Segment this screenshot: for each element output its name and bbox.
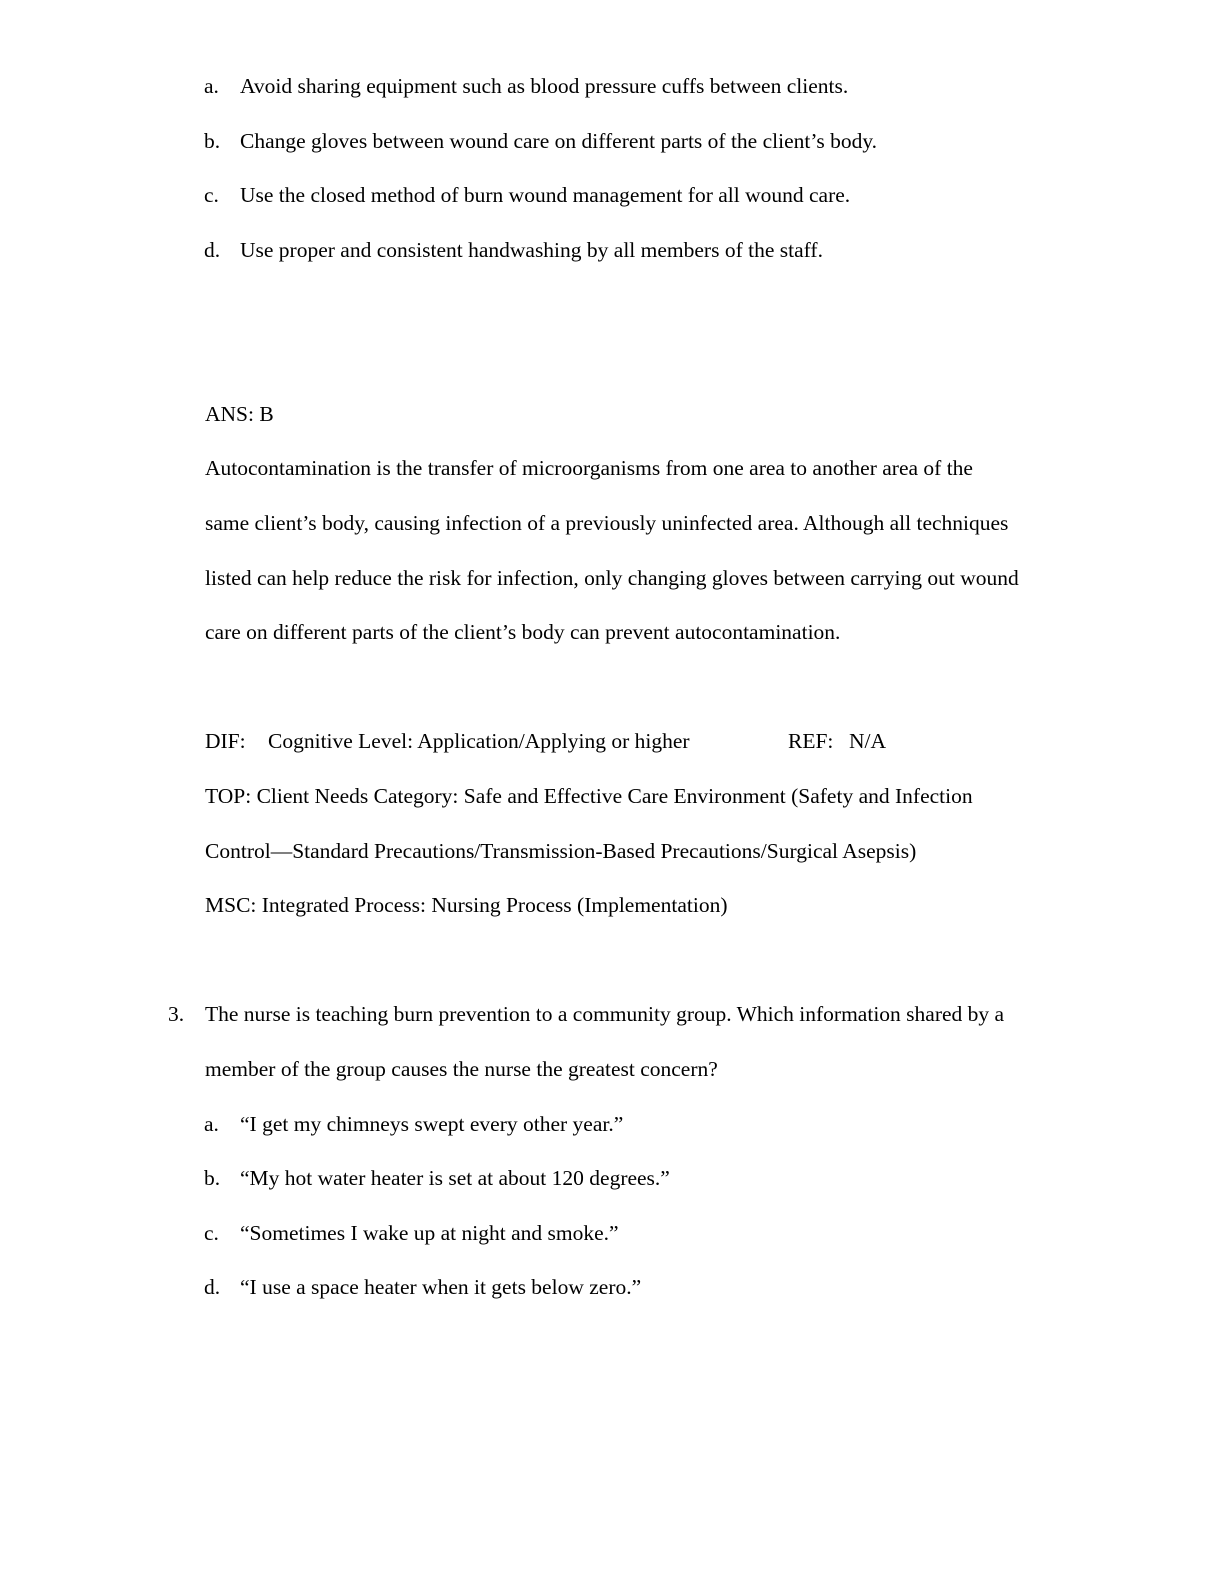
rationale-line: listed can help reduce the risk for infection, only changing gloves between carrying out wound — [205, 566, 1019, 590]
top-line-continued: Control—Standard Precautions/Transmission-Based Precautions/Surgical Asepsis) — [205, 839, 917, 863]
dif-ref-line — [205, 731, 905, 753]
rationale-line: care on different parts of the client’s body can prevent autocontamination. — [205, 620, 841, 644]
option-letter: d. — [204, 1275, 221, 1299]
option-letter: d. — [204, 238, 221, 262]
option-letter: b. — [204, 129, 221, 153]
question-number: 3. — [168, 1002, 185, 1026]
option-letter: c. — [204, 183, 219, 207]
option-letter: b. — [204, 1166, 221, 1190]
option-text: “My hot water heater is set at about 120 degrees.” — [240, 1166, 670, 1190]
question-stem-line: The nurse is teaching burn prevention to a community group. Which information shared by a — [205, 1002, 1005, 1026]
option-text: “Sometimes I wake up at night and smoke.” — [240, 1221, 619, 1245]
rationale-line: same client’s body, causing infection of a previously uninfected area. Although all techniques — [205, 511, 1009, 535]
msc-line: MSC: Integrated Process: Nursing Process (Implementation) — [205, 893, 728, 917]
option-text: Avoid sharing equipment such as blood pressure cuffs between clients. — [240, 74, 849, 98]
top-line: TOP: Client Needs Category: Safe and Effective Care Environment (Safety and Infection — [205, 784, 973, 808]
dif-label: DIF: — [205, 729, 246, 753]
rationale-line: Autocontamination is the transfer of microorganisms from one area to another area of the — [205, 456, 973, 480]
option-text: “I get my chimneys swept every other year.” — [240, 1112, 624, 1136]
answer-line: ANS: B — [205, 402, 274, 426]
ref-value: N/A — [849, 729, 887, 753]
option-text: Change gloves between wound care on different parts of the client’s body. — [240, 129, 878, 153]
ref-label: REF: — [788, 729, 834, 753]
option-letter: a. — [204, 1112, 219, 1136]
option-text: Use the closed method of burn wound management for all wound care. — [240, 183, 851, 207]
dif-value: Cognitive Level: Application/Applying or higher — [268, 729, 690, 753]
question-stem-line: member of the group causes the nurse the greatest concern? — [205, 1057, 718, 1081]
option-text: “I use a space heater when it gets below zero.” — [240, 1275, 642, 1299]
option-letter: a. — [204, 74, 219, 98]
option-letter: c. — [204, 1221, 219, 1245]
option-text: Use proper and consistent handwashing by all members of the staff. — [240, 238, 823, 262]
